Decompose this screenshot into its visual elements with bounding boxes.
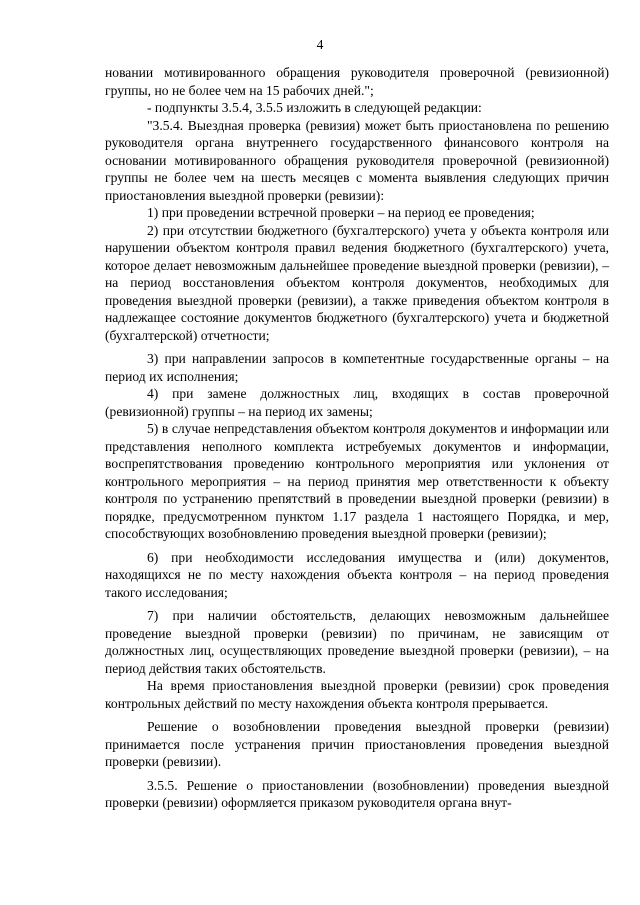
list-item: 7) при наличии обстоятельств, делающих невозможным дальнейшее проведение выездной проверки (ревизии) по причинам, не зависящим от должностных лиц, осуществляющих проведение выездной проверки (ревизии), – на период действия таких обстоятельств. (105, 608, 609, 676)
list-item: 4) при замене должностных лиц, входящих в состав проверочной (ревизионной) группы – на период их замены; (105, 386, 609, 419)
paragraph: - подпункты 3.5.4, 3.5.5 изложить в следующей редакции: (147, 100, 482, 115)
paragraph: Решение о возобновлении проведения выездной проверки (ревизии) принимается после устранения причин приостановления проведения выездной проверки (ревизии). (105, 719, 609, 769)
paragraph: "3.5.4. Выездная проверка (ревизия) может быть приостановлена по решению руководителя органа внутреннего государственного финансового контроля на основании мотивированного обращения руководителя проверочной (ревизионной) группы не более чем на шесть месяцев с момента выявления следующих причин приостановления выездной проверки (ревизии): (105, 117, 609, 203)
list-item: 2) при отсутствии бюджетного (бухгалтерского) учета у объекта контроля или нарушении объектом контроля правил ведения бюджетного (бухгалтерского) учета, которое делает невозможным дальнейшее проведение выездной проверки (ревизии), – на период восстановления объектом контроля документов, необходимых для проведения выездной проверки (ревизии), а также приведения объектом контроля в надлежащее состояние документов бюджетного (бухгалтерского) учета и бюджетной (бухгалтерской) отчетности; (105, 222, 609, 343)
page-number: 4 (316, 37, 324, 52)
list-item: 3) при направлении запросов в компетентные государственные органы – на период их исполнения; (105, 351, 609, 384)
paragraph: 3.5.5. Решение о приостановлении (возобновлении) проведения выездной проверки (ревизии) оформляется приказом руководителя органа внут- (105, 777, 609, 810)
list-item: 6) при необходимости исследования имущества и (или) документов, находящихся не по месту нахождения объекта контроля – на период проведения такого исследования; (105, 549, 609, 600)
paragraph: На время приостановления выездной проверки (ревизии) срок проведения контрольных действий по месту нахождения объекта контроля прерывается. (105, 678, 609, 711)
paragraph: новании мотивированного обращения руководителя проверочной (ревизионной) группы, но не более чем на 15 рабочих дней."; (105, 65, 609, 98)
list-item: 1) при проведении встречной проверки – на период ее проведения; (147, 205, 535, 220)
list-item: 5) в случае непредставления объектом контроля документов и информации или представления неполного комплекта истребуемых документов и информации, воспрепятствования проведению контрольного мероприятия или уклонения от контрольного мероприятия – на период принятия мер ответственности к объекту контроля по устранению препятствий в проведении выездной проверки (ревизии) в порядке, предусмотренном пунктом 1.17 раздела 1 настоящего Порядка, и мер, способствующих возобновлению проведения выездной проверки (ревизии); (105, 421, 609, 541)
document-body (105, 64, 609, 812)
